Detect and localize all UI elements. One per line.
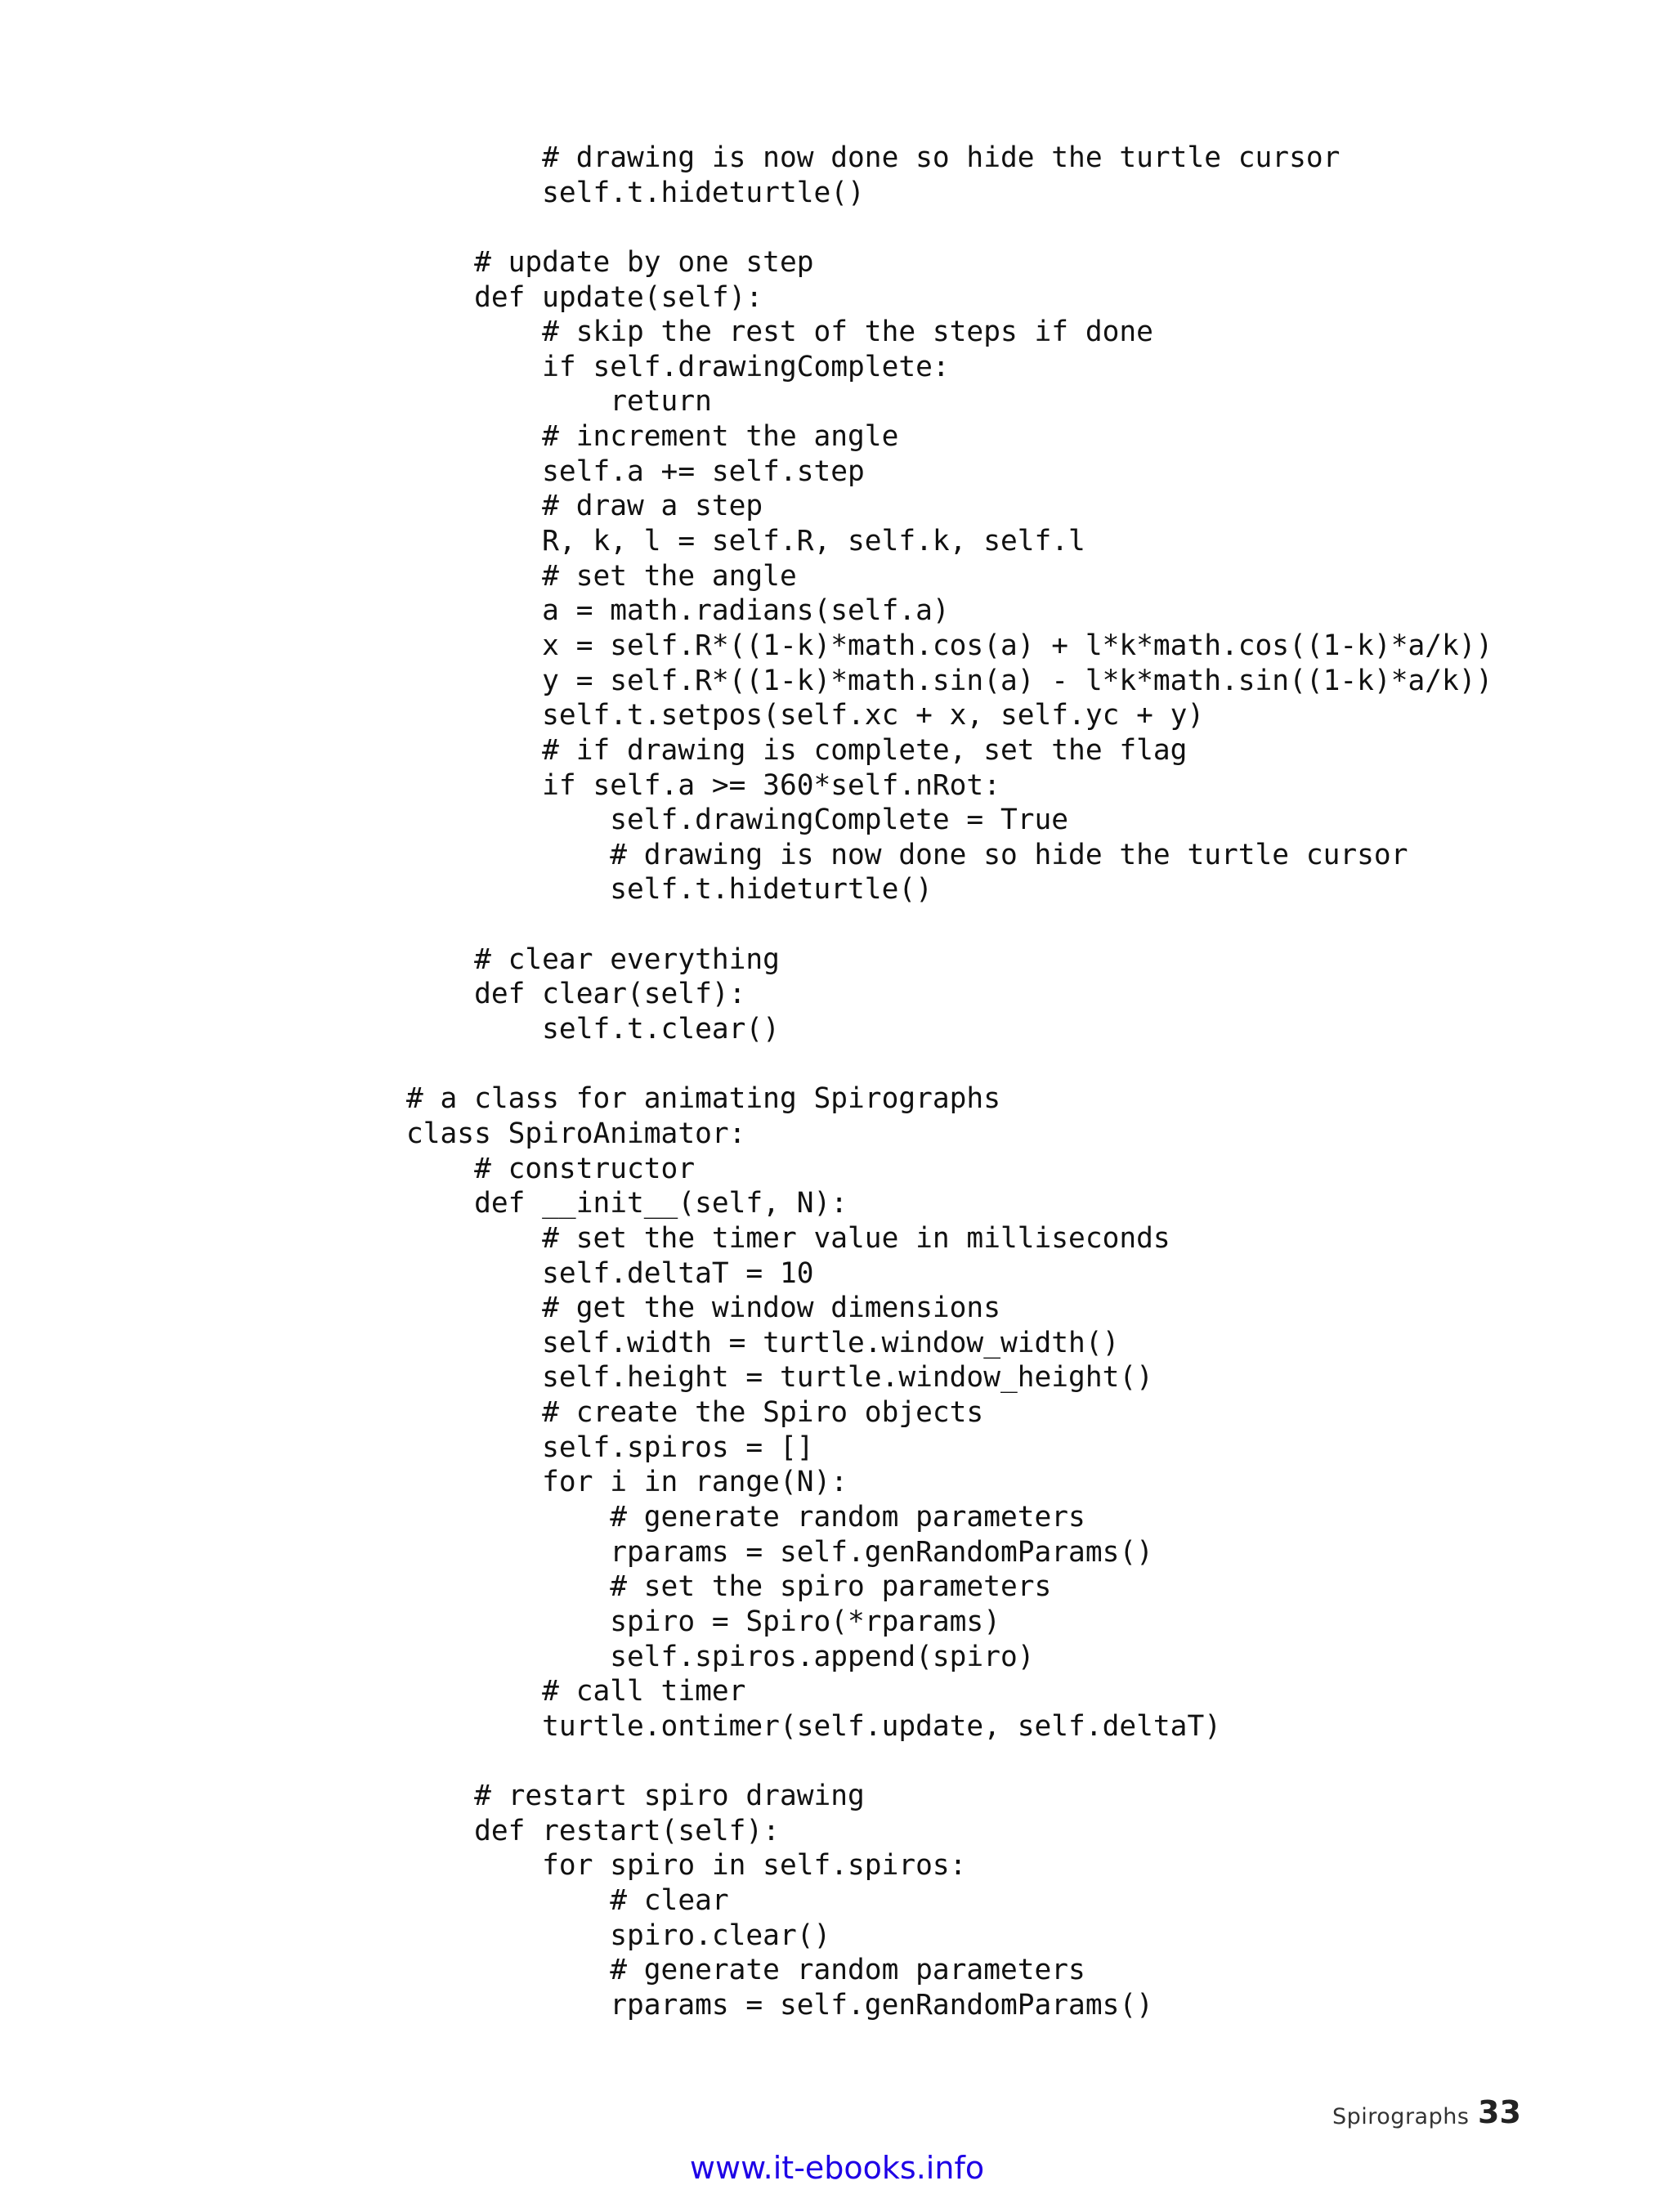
code-line: def update(self): (406, 280, 763, 314)
code-line: # set the timer value in milliseconds (406, 1221, 1170, 1255)
code-line: # increment the angle (406, 420, 899, 454)
code-line: # clear (406, 1884, 729, 1918)
code-line: return (406, 385, 712, 419)
code-line: # generate random parameters (406, 1500, 1085, 1534)
code-line: # get the window dimensions (406, 1292, 1000, 1325)
code-line: self.spiros = [] (406, 1431, 814, 1464)
code-line: spiro.clear() (406, 1919, 831, 1952)
code-line: x = self.R*((1-k)*math.cos(a) + l*k*math.cos((1-k)*a/k)) (406, 629, 1493, 662)
code-line: # restart spiro drawing (406, 1780, 865, 1813)
code-line: rparams = self.genRandomParams() (406, 1535, 1153, 1569)
code-line: def clear(self): (406, 978, 746, 1011)
code-line: # create the Spiro objects (406, 1396, 984, 1430)
code-line: self.a += self.step (406, 454, 865, 488)
code-line: self.t.hideturtle() (406, 176, 865, 209)
code-line: rparams = self.genRandomParams() (406, 1988, 1153, 2022)
code-line: self.height = turtle.window_height() (406, 1361, 1153, 1395)
code-line: # set the angle (406, 559, 797, 593)
code-line: # set the spiro parameters (406, 1570, 1052, 1604)
code-line: # a class for animating Spirographs (406, 1082, 1000, 1116)
code-line: if self.a >= 360*self.nRot: (406, 768, 1000, 802)
code-line: self.t.clear() (406, 1013, 780, 1046)
code-line: turtle.ontimer(self.update, self.deltaT) (406, 1709, 1221, 1743)
code-line: y = self.R*((1-k)*math.sin(a) - l*k*math.sin((1-k)*a/k)) (406, 664, 1493, 697)
code-line: # skip the rest of the steps if done (406, 316, 1153, 349)
code-line: for spiro in self.spiros: (406, 1849, 967, 1883)
code-line: # draw a step (406, 490, 763, 523)
code-line: for i in range(N): (406, 1466, 848, 1499)
code-line: class SpiroAnimator: (406, 1117, 746, 1150)
code-line: a = math.radians(self.a) (406, 594, 950, 628)
code-line: # update by one step (406, 245, 814, 279)
code-line: self.width = turtle.window_width() (406, 1326, 1120, 1359)
code-line: self.drawingComplete = True (406, 804, 1069, 837)
code-line: # if drawing is complete, set the flag (406, 733, 1188, 767)
code-line: # constructor (406, 1152, 696, 1185)
page-number: 33 (1478, 2094, 1521, 2130)
code-line: def restart(self): (406, 1814, 780, 1847)
code-line: # drawing is now done so hide the turtle cursor (406, 141, 1341, 174)
code-line: # clear everything (406, 943, 780, 976)
code-listing (406, 141, 1493, 2023)
code-line: def __init__(self, N): (406, 1187, 848, 1220)
code-line (406, 907, 1493, 943)
code-line: # call timer (406, 1675, 746, 1708)
code-line (406, 1047, 1493, 1082)
code-line: # drawing is now done so hide the turtle cursor (406, 838, 1408, 871)
code-line: self.spiros.append(spiro) (406, 1640, 1035, 1673)
code-line: self.deltaT = 10 (406, 1256, 814, 1290)
code-line (406, 1744, 1493, 1779)
code-line: if self.drawingComplete: (406, 350, 950, 383)
code-line: R, k, l = self.R, self.k, self.l (406, 525, 1085, 558)
website-link[interactable]: www.it-ebooks.info (689, 2150, 985, 2186)
code-line: self.t.hideturtle() (406, 873, 933, 907)
code-line (406, 210, 1493, 245)
code-line: spiro = Spiro(*rparams) (406, 1605, 1000, 1638)
code-line: # generate random parameters (406, 1954, 1085, 1987)
running-chapter-title: Spirographs (1332, 2104, 1470, 2129)
code-line: self.t.setpos(self.xc + x, self.yc + y) (406, 699, 1205, 732)
